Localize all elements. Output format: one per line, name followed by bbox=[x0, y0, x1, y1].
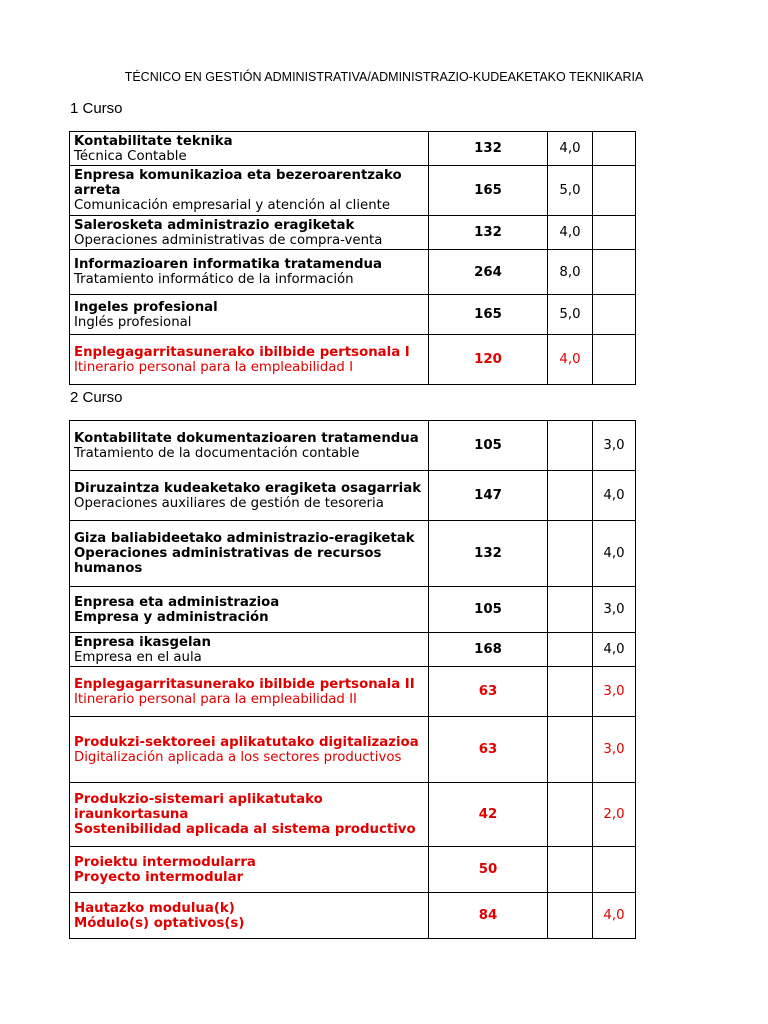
module-name-basque: Enplegagarritasunerako ibilbide pertsonala II bbox=[74, 676, 415, 692]
module-credits-col2: 2,0 bbox=[593, 783, 636, 847]
module-name-cell bbox=[70, 893, 429, 939]
module-name-spanish: Operaciones administrativas de compra-venta bbox=[74, 232, 383, 248]
module-name-basque: Enpresa komunikazioa eta bezeroarentzako arreta bbox=[74, 168, 402, 198]
module-hours: 63 bbox=[429, 717, 548, 783]
module-name-cell bbox=[70, 633, 429, 667]
module-name-cell bbox=[70, 783, 429, 847]
module-credits-col2: 4,0 bbox=[593, 893, 636, 939]
module-credits-col1: 4,0 bbox=[548, 132, 593, 166]
module-name-basque: Enpresa ikasgelan bbox=[74, 634, 211, 650]
module-hours: 168 bbox=[429, 633, 548, 667]
module-credits-col2 bbox=[593, 132, 636, 166]
module-name-spanish: Proyecto intermodular bbox=[74, 869, 244, 885]
module-credits-col1 bbox=[548, 667, 593, 717]
module-row bbox=[70, 717, 636, 783]
module-credits-col1 bbox=[548, 633, 593, 667]
module-credits-col1 bbox=[548, 847, 593, 893]
module-hours: 84 bbox=[429, 893, 548, 939]
module-hours: 105 bbox=[429, 421, 548, 471]
module-name-basque: Diruzaintza kudeaketako eragiketa osagarriak bbox=[74, 480, 422, 496]
module-name-basque: Proiektu intermodularra bbox=[74, 854, 256, 870]
course-1-heading: 1 Curso bbox=[70, 100, 123, 117]
module-row bbox=[70, 633, 636, 667]
module-name-spanish: Módulo(s) optativos(s) bbox=[74, 915, 245, 931]
module-hours: 120 bbox=[429, 335, 548, 385]
module-hours: 165 bbox=[429, 295, 548, 335]
module-credits-col1 bbox=[548, 471, 593, 521]
module-name-basque: Informazioaren informatika tratamendua bbox=[74, 257, 382, 272]
module-credits-col1 bbox=[548, 421, 593, 471]
module-credits-col2: 4,0 bbox=[593, 521, 636, 587]
module-row bbox=[70, 893, 636, 939]
module-credits-col2 bbox=[593, 335, 636, 385]
document-title: TÉCNICO EN GESTIÓN ADMINISTRATIVA/ADMINISTRAZIO-KUDEAKETAKO TEKNIKARIA bbox=[124, 70, 644, 84]
course-2-table-body bbox=[70, 421, 636, 939]
module-hours: 105 bbox=[429, 587, 548, 633]
module-hours: 132 bbox=[429, 216, 548, 250]
module-credits-col1 bbox=[548, 783, 593, 847]
module-row bbox=[70, 471, 636, 521]
module-name-basque: Enpresa eta administrazioa bbox=[74, 594, 280, 610]
module-credits-col2: 4,0 bbox=[593, 633, 636, 667]
module-name-cell bbox=[70, 295, 429, 335]
course-1-table bbox=[69, 131, 636, 385]
module-name-cell bbox=[70, 335, 429, 385]
module-name-spanish: Tratamiento informático de la información bbox=[74, 272, 354, 287]
module-name-cell bbox=[70, 847, 429, 893]
module-hours: 63 bbox=[429, 667, 548, 717]
module-hours: 165 bbox=[429, 166, 548, 216]
module-credits-col2: 3,0 bbox=[593, 421, 636, 471]
module-name-spanish: Sostenibilidad aplicada al sistema productivo bbox=[74, 822, 416, 837]
module-credits-col2: 3,0 bbox=[593, 717, 636, 783]
module-credits-col2: 4,0 bbox=[593, 471, 636, 521]
module-name-basque: Kontabilitate dokumentazioaren tratamendua bbox=[74, 430, 419, 446]
module-name-cell bbox=[70, 421, 429, 471]
module-name-cell bbox=[70, 250, 429, 295]
module-row bbox=[70, 166, 636, 216]
module-credits-col2 bbox=[593, 216, 636, 250]
module-credits-col2 bbox=[593, 250, 636, 295]
module-name-cell bbox=[70, 717, 429, 783]
module-name-basque: Giza baliabideetako administrazio-eragiketak bbox=[74, 531, 415, 546]
module-name-basque: Enplegagarritasunerako ibilbide pertsonala I bbox=[74, 344, 410, 360]
module-name-spanish: Digitalización aplicada a los sectores productivos bbox=[74, 749, 402, 765]
module-hours: 147 bbox=[429, 471, 548, 521]
module-name-basque: Salerosketa administrazio eragiketak bbox=[74, 217, 355, 233]
module-name-cell bbox=[70, 667, 429, 717]
module-row bbox=[70, 521, 636, 587]
module-credits-col1: 8,0 bbox=[548, 250, 593, 295]
module-name-basque: Produkzi-sektoreei aplikatutako digitalizazioa bbox=[74, 734, 419, 750]
module-row bbox=[70, 847, 636, 893]
module-name-spanish: Inglés profesional bbox=[74, 314, 192, 330]
module-name-spanish: Operaciones auxiliares de gestión de tesoreria bbox=[74, 495, 384, 511]
module-row bbox=[70, 421, 636, 471]
module-credits-col2 bbox=[593, 166, 636, 216]
module-name-cell bbox=[70, 216, 429, 250]
module-name-spanish: Itinerario personal para la empleabilidad I bbox=[74, 359, 354, 375]
module-credits-col1: 5,0 bbox=[548, 295, 593, 335]
module-name-basque: Hautazko modulua(k) bbox=[74, 900, 235, 916]
module-credits-col1 bbox=[548, 717, 593, 783]
module-hours: 50 bbox=[429, 847, 548, 893]
module-name-spanish: Itinerario personal para la empleabilidad II bbox=[74, 691, 357, 707]
module-credits-col2 bbox=[593, 295, 636, 335]
module-name-spanish: Técnica Contable bbox=[74, 148, 187, 164]
module-credits-col1: 4,0 bbox=[548, 335, 593, 385]
module-name-spanish: Operaciones administrativas de recursos humanos bbox=[74, 546, 382, 576]
module-name-spanish: Tratamiento de la documentación contable bbox=[74, 445, 360, 461]
module-name-spanish: Comunicación empresarial y atención al cliente bbox=[74, 198, 391, 213]
module-row bbox=[70, 216, 636, 250]
module-credits-col2: 3,0 bbox=[593, 667, 636, 717]
module-row bbox=[70, 132, 636, 166]
module-name-cell bbox=[70, 166, 429, 216]
module-credits-col1 bbox=[548, 587, 593, 633]
module-row bbox=[70, 250, 636, 295]
module-hours: 42 bbox=[429, 783, 548, 847]
module-name-cell bbox=[70, 521, 429, 587]
module-credits-col1 bbox=[548, 893, 593, 939]
module-hours: 132 bbox=[429, 521, 548, 587]
module-row bbox=[70, 335, 636, 385]
course-2-table bbox=[69, 420, 636, 939]
module-name-cell bbox=[70, 587, 429, 633]
module-credits-col2: 3,0 bbox=[593, 587, 636, 633]
module-name-basque: Kontabilitate teknika bbox=[74, 133, 233, 149]
course-1-table-body bbox=[70, 132, 636, 385]
module-name-basque: Ingeles profesional bbox=[74, 299, 218, 315]
module-credits-col1 bbox=[548, 521, 593, 587]
module-row bbox=[70, 295, 636, 335]
course-2-heading: 2 Curso bbox=[70, 389, 123, 406]
module-hours: 132 bbox=[429, 132, 548, 166]
module-row bbox=[70, 667, 636, 717]
module-name-cell bbox=[70, 471, 429, 521]
module-credits-col1: 5,0 bbox=[548, 166, 593, 216]
module-credits-col1: 4,0 bbox=[548, 216, 593, 250]
module-name-basque: Produkzio-sistemari aplikatutako iraunkortasuna bbox=[74, 792, 323, 822]
module-name-spanish: Empresa y administración bbox=[74, 609, 269, 625]
module-name-cell bbox=[70, 132, 429, 166]
module-row bbox=[70, 587, 636, 633]
module-hours: 264 bbox=[429, 250, 548, 295]
module-row bbox=[70, 783, 636, 847]
module-credits-col2 bbox=[593, 847, 636, 893]
module-name-spanish: Empresa en el aula bbox=[74, 649, 202, 665]
